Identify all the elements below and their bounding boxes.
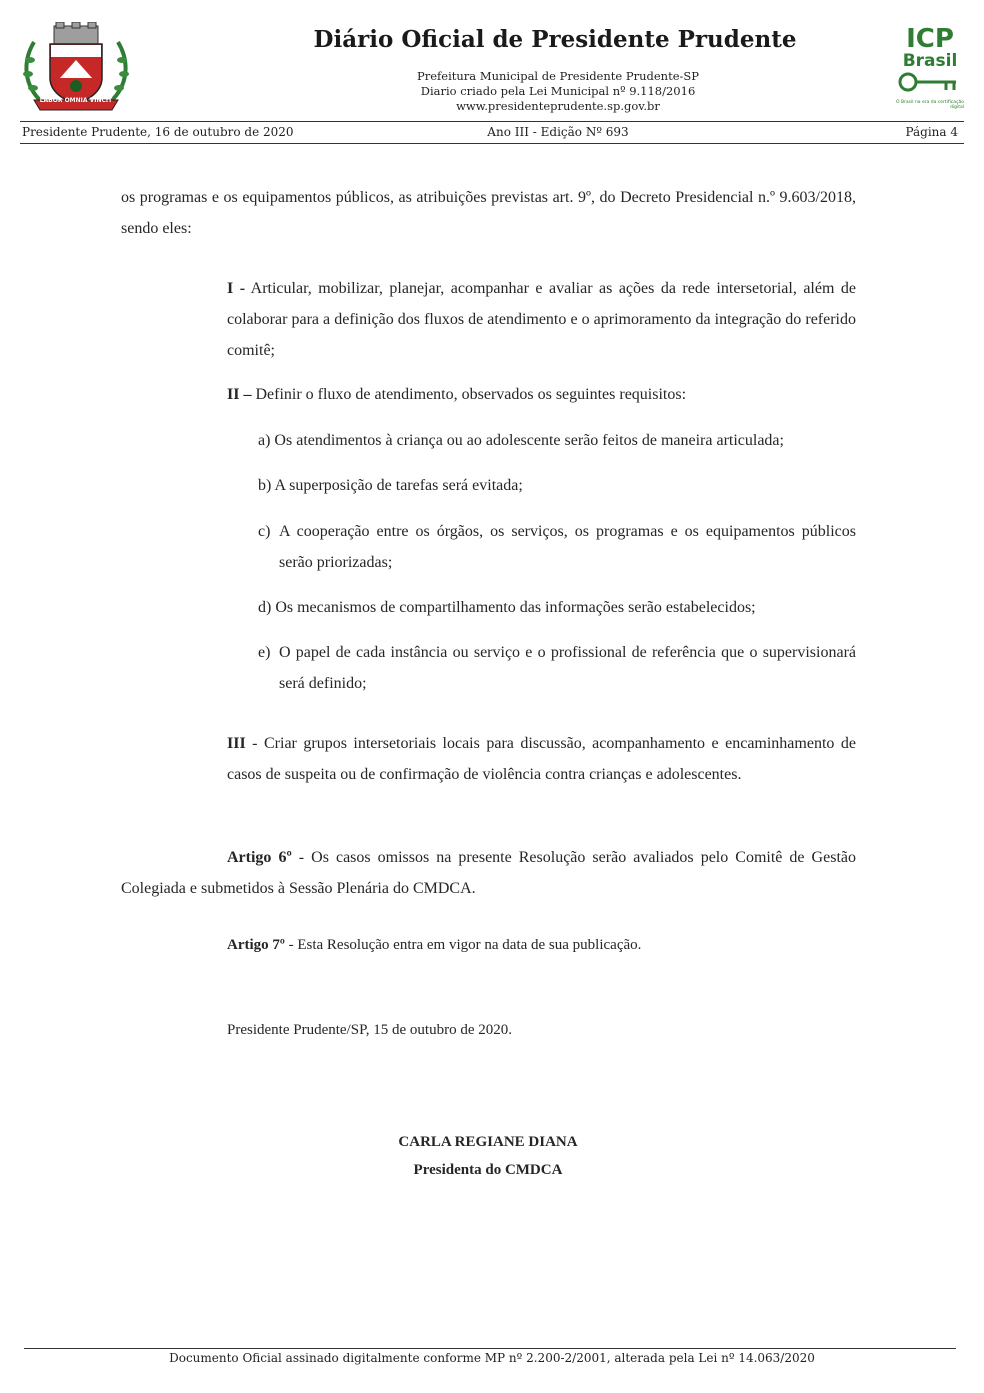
icp-logo-brasil: Brasil — [902, 51, 958, 71]
icp-brasil-logo — [896, 26, 964, 116]
sub-item-b: b) A superposição de tarefas será evitada; — [258, 477, 523, 494]
item-2-text: Definir o fluxo de atendimento, observados os seguintes requisitos: — [251, 386, 687, 403]
item-2-label: II – — [227, 386, 252, 403]
artigo-6-paragraph — [121, 842, 856, 904]
sub-item-c-text: A cooperação entre os órgãos, os serviços, os programas e os equipamentos públicos serão priorizadas; — [279, 523, 856, 571]
artigo-6-text: - Os casos omissos na presente Resolução serão avaliados pelo Comitê de Gestão Colegiada e submetidos à Sessão Plenária do CMDCA. — [121, 849, 856, 897]
item-3-paragraph — [227, 728, 856, 790]
header-bottom-rule — [20, 143, 964, 144]
edition-number: Ano III - Edição Nº 693 — [487, 125, 629, 139]
sub-item-c-label: c) — [258, 523, 271, 540]
sub-item-e — [258, 637, 856, 699]
artigo-7-paragraph — [227, 930, 856, 961]
header-subtitle-lei: Diario criado pela Lei Municipal nº 9.118/2016 — [420, 84, 696, 98]
item-1-text: Articular, mobilizar, planejar, acompanhar e avaliar as ações da rede intersetorial, além de colaborar para a definição dos fluxos de atendimento e o aprimoramento da integração do referido comitê; — [227, 280, 857, 359]
sub-item-c — [258, 516, 856, 578]
publication-date: Presidente Prudente, 16 de outubro de 2020 — [22, 125, 294, 139]
item-2-paragraph — [227, 379, 856, 410]
item-1-label: I - — [227, 280, 246, 297]
crest-motto: LABOR OMNIA VINCIT — [39, 97, 113, 104]
newspaper-title: Diário Oficial de Presidente Prudente — [313, 26, 797, 53]
signer-name: CARLA REGIANE DIANA — [398, 1134, 578, 1150]
artigo-7-label: Artigo 7º — [227, 937, 285, 953]
artigo-7-text: - Esta Resolução entra em vigor na data de sua publicação. — [284, 937, 642, 953]
key-icon — [896, 70, 964, 96]
item-1-paragraph — [227, 273, 856, 366]
footer-signature-notice: Documento Oficial assinado digitalmente conforme MP nº 2.200-2/2001, alterada pela Lei nº 14.063/2020 — [169, 1351, 815, 1365]
sub-item-a: a) Os atendimentos à criança ou ao adolescente serão feitos de maneira articulada; — [258, 432, 784, 449]
sub-item-e-text: O papel de cada instância ou serviço e o profissional de referência que o supervisionará será definido; — [279, 644, 856, 692]
item-3-text: - Criar grupos intersetoriais locais para discussão, acompanhamento e encaminhamento de casos de suspeita ou de confirmação de violência contra crianças e adolescentes. — [227, 735, 856, 783]
icp-logo-text: ICP — [906, 24, 954, 54]
sub-item-e-label: e) — [258, 644, 271, 661]
item-3-label: III — [227, 735, 246, 752]
page-number: Página 4 — [905, 125, 958, 139]
intro-paragraph: os programas e os equipamentos públicos, as atribuições previstas art. 9º, do Decreto Presidencial n.º 9.603/2018, sendo eles: — [121, 189, 856, 237]
footer-rule — [24, 1348, 956, 1349]
place-and-date: Presidente Prudente/SP, 15 de outubro de 2020. — [227, 1022, 512, 1038]
header-subtitle-prefeitura: Prefeitura Municipal de Presidente Prudente-SP — [417, 69, 699, 83]
header-top-rule — [20, 121, 964, 122]
header-website[interactable]: www.presidenteprudente.sp.gov.br — [456, 99, 660, 113]
sub-item-d: d) Os mecanismos de compartilhamento das informações serão estabelecidos; — [258, 599, 756, 616]
artigo-6-label: Artigo 6º — [227, 849, 292, 866]
signer-role: Presidenta do CMDCA — [413, 1162, 563, 1178]
icp-tagline: O Brasil na era da certificação digital — [896, 100, 964, 110]
